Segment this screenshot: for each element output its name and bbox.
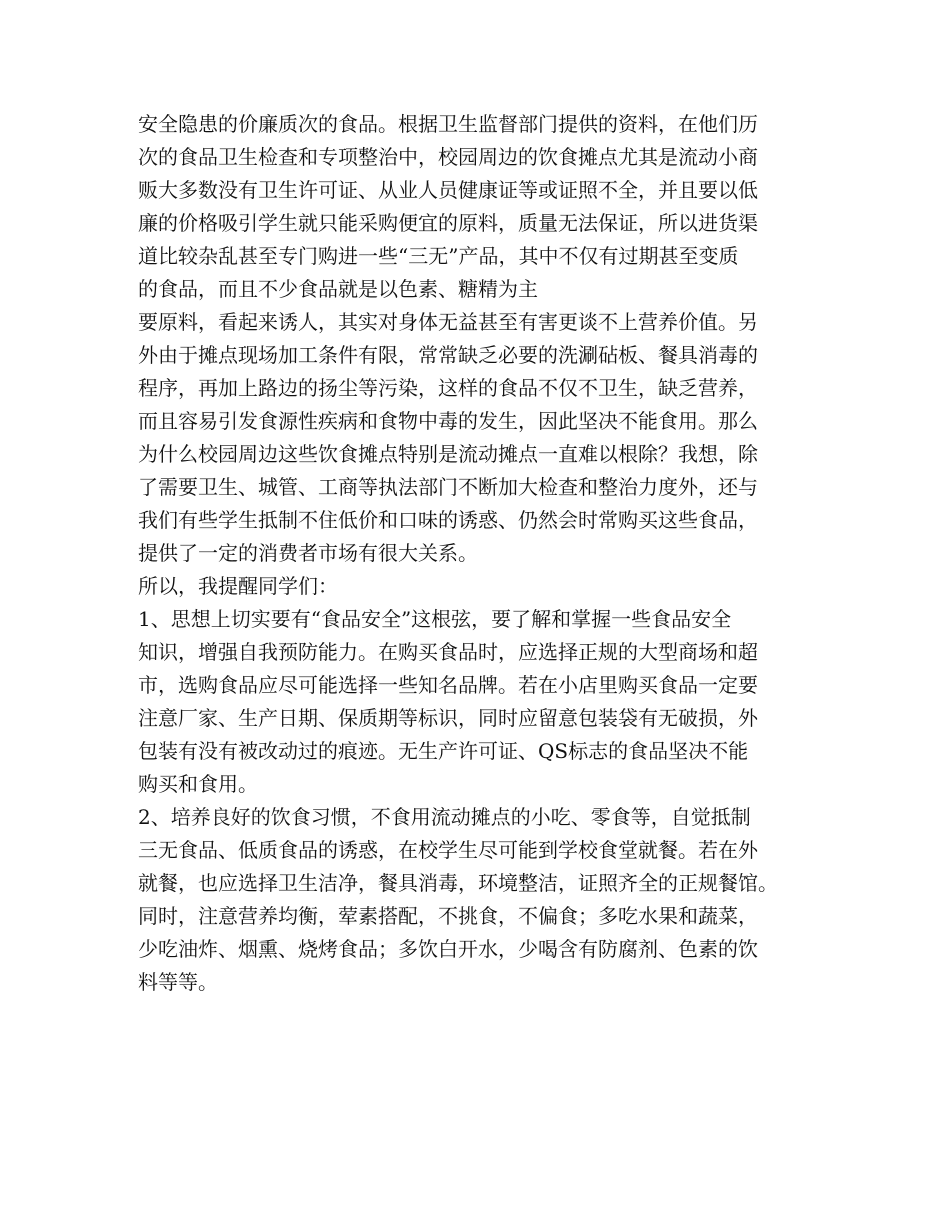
text-line: 为什么校园周边这些饮食摊点特别是流动摊点一直难以根除？我想，除: [138, 442, 758, 466]
text-line: 贩大多数没有卫生许可证、从业人员健康证等或证照不全，并且要以低: [138, 178, 758, 202]
text-line: 道比较杂乱甚至专门购进一些“三无”产品，其中不仅有过期甚至变质: [138, 244, 739, 268]
text-line: 就餐，也应选择卫生洁净，餐具消毒，环境整洁，证照齐全的正规餐馆。: [138, 871, 778, 895]
text-line: 注意厂家、生产日期、保质期等标识，同时应留意包装袋有无破损，外: [138, 706, 758, 730]
text-line: 料等等。: [138, 970, 218, 994]
text-line: 而且容易引发食源性疾病和食物中毒的发生，因此坚决不能食用。那么: [138, 409, 758, 433]
text-line: 2、培养良好的饮食习惯，不食用流动摊点的小吃、零食等，自觉抵制: [138, 805, 751, 829]
text-line: 包装有没有被改动过的痕迹。无生产许可证、QS标志的食品坚决不能: [138, 739, 749, 763]
text-line: 要原料，看起来诱人，其实对身体无益甚至有害更谈不上营养价值。另: [138, 310, 758, 334]
text-line: 知识，增强自我预防能力。在购买食品时，应选择正规的大型商场和超: [138, 640, 758, 664]
text-line: 的食品，而且不少食品就是以色素、糖精为主: [138, 277, 538, 301]
text-line: 市，选购食品应尽可能选择一些知名品牌。若在小店里购买食品一定要: [138, 673, 758, 697]
text-line: 廉的价格吸引学生就只能采购便宜的原料，质量无法保证，所以进货渠: [138, 211, 758, 235]
text-line: 提供了一定的消费者市场有很大关系。: [138, 541, 478, 565]
text-line: 购买和食用。: [138, 772, 258, 796]
text-line: 次的食品卫生检查和专项整治中，校园周边的饮食摊点尤其是流动小商: [138, 145, 758, 169]
text-line: 了需要卫生、城管、工商等执法部门不断加大检查和整治力度外，还与: [138, 475, 758, 499]
text-line: 安全隐患的价廉质次的食品。根据卫生监督部门提供的资料，在他们历: [138, 112, 758, 136]
text-line: 1、思想上切实要有“食品安全”这根弦，要了解和掌握一些食品安全: [138, 607, 732, 631]
text-line: 程序，再加上路边的扬尘等污染，这样的食品不仅不卫生，缺乏营养，: [138, 376, 758, 400]
text-line: 少吃油炸、烟熏、烧烤食品；多饮白开水，少喝含有防腐剂、色素的饮: [138, 937, 758, 961]
text-line: 所以，我提醒同学们：: [138, 574, 338, 598]
document-body: [138, 108, 828, 999]
text-line: 外由于摊点现场加工条件有限，常常缺乏必要的洗涮砧板、餐具消毒的: [138, 343, 758, 367]
text-line: 同时，注意营养均衡，荤素搭配，不挑食，不偏食；多吃水果和蔬菜，: [138, 904, 758, 928]
text-line: 三无食品、低质食品的诱惑，在校学生尽可能到学校食堂就餐。若在外: [138, 838, 758, 862]
text-line: 我们有些学生抵制不住低价和口味的诱惑、仍然会时常购买这些食品，: [138, 508, 758, 532]
